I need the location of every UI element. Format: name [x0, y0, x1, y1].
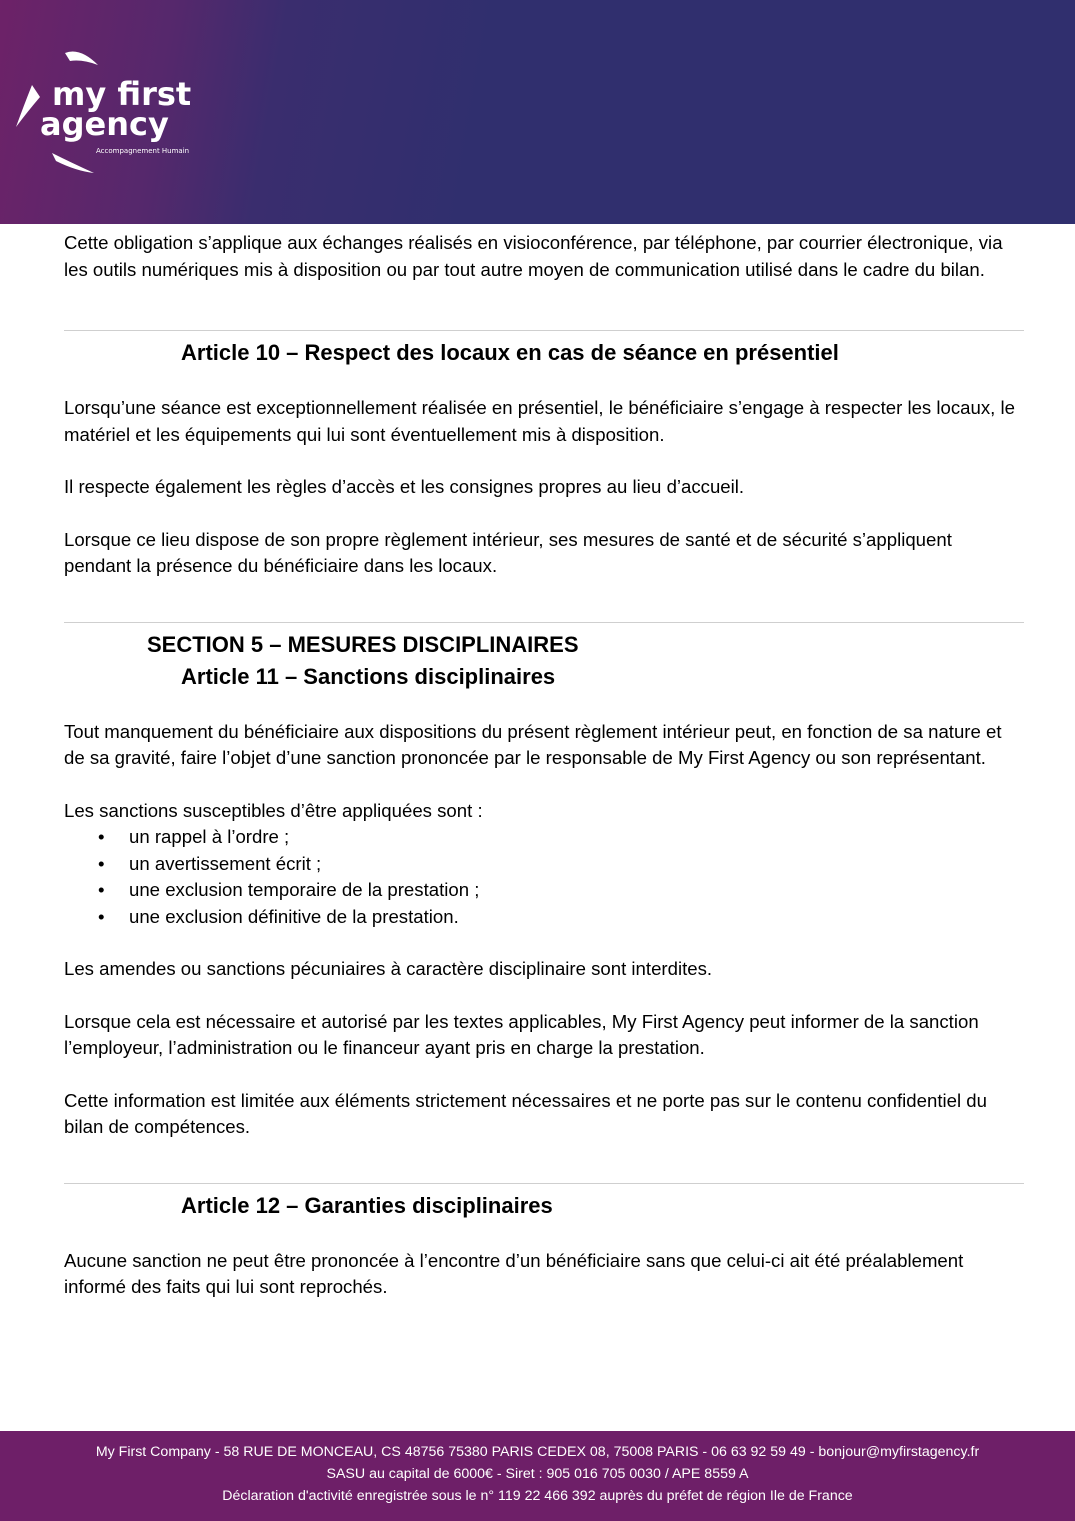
- list-item: • un avertissement écrit ;: [64, 851, 1024, 878]
- document-body: [64, 230, 1024, 1301]
- list-item: • une exclusion définitive de la prestation.: [64, 904, 1024, 931]
- article-12-title: Article 12 – Garanties disciplinaires: [181, 1192, 553, 1218]
- article-11-paragraph-5: Cette information est limitée aux éléments strictement nécessaires et ne porte pas sur le contenu confidentiel du bilan de compétences.: [64, 1089, 987, 1137]
- article-10-paragraph-1: Lorsqu’une séance est exceptionnellement réalisée en présentiel, le bénéficiaire s’engage à respecter les locaux, le matériel et les équipements qui lui sont éventuellement mis à disposition.: [64, 397, 1015, 445]
- sanctions-list: [64, 824, 1024, 930]
- footer-address-line: My First Company - 58 RUE DE MONCEAU, CS 48756 75380 PARIS CEDEX 08, 75008 PARIS - 06 63 92 59 49 - bonjour@myfirstagency.fr: [95, 1444, 980, 1460]
- svg-text:agency: agency: [40, 105, 169, 143]
- my-first-agency-logo: [10, 45, 215, 180]
- article-11-paragraph-2: Les sanctions susceptibles d’être appliquées sont :: [64, 799, 483, 821]
- article-11-paragraph-3: Les amendes ou sanctions pécuniaires à caractère disciplinaire sont interdites.: [64, 958, 713, 979]
- article-10-title: Article 10 – Respect des locaux en cas de séance en présentiel: [181, 340, 839, 365]
- article-11-paragraph-4: Lorsque cela est nécessaire et autorisé par les textes applicables, My First Agency peut informer de la sanction l’employeur, l’administration ou le financeur ayant pris en charge la prestation.: [64, 1010, 979, 1058]
- article-10-paragraph-2: Il respecte également les règles d’accès et les consignes propres au lieu d’accueil.: [64, 476, 745, 497]
- page-footer: [0, 1431, 1075, 1521]
- intro-paragraph: Cette obligation s’applique aux échanges réalisés en visioconférence, par téléphone, par courrier électronique, via les outils numériques mis à disposition ou par tout autre moyen de communication utilisé dans le cadre du bilan.: [64, 232, 1003, 280]
- section-5-title: SECTION 5 – MESURES DISCIPLINAIRES: [147, 631, 579, 657]
- footer-declaration-line: Déclaration d'activité enregistrée sous le n° 119 22 466 392 auprès du préfet de région Ile de France: [222, 1488, 853, 1504]
- list-item: • un rappel à l’ordre ;: [64, 824, 1024, 851]
- svg-text:Accompagnement Humain: Accompagnement Humain: [96, 147, 190, 155]
- article-11-paragraph-1: Tout manquement du bénéficiaire aux dispositions du présent règlement intérieur peut, en fonction de sa nature et de sa gravité, faire l’objet d’une sanction prononcée par le responsable de My First Agency ou son représentant.: [64, 720, 1002, 768]
- svg-text:my first: my first: [52, 75, 192, 113]
- page-header: [0, 0, 1075, 224]
- list-item: • une exclusion temporaire de la prestation ;: [64, 877, 1024, 904]
- article-10-paragraph-3: Lorsque ce lieu dispose de son propre règlement intérieur, ses mesures de santé et de sécurité s’appliquent pendant la présence du bénéficiaire dans les locaux.: [64, 528, 952, 576]
- article-12-paragraph-1: Aucune sanction ne peut être prononcée à l’encontre d’un bénéficiaire sans que celui-ci ait été préalablement informé des faits qui lui sont reprochés.: [64, 1249, 964, 1297]
- footer-company-line: SASU au capital de 6000€ - Siret : 905 016 705 0030 / APE 8559 A: [326, 1466, 749, 1482]
- article-11-title: Article 11 – Sanctions disciplinaires: [181, 663, 556, 689]
